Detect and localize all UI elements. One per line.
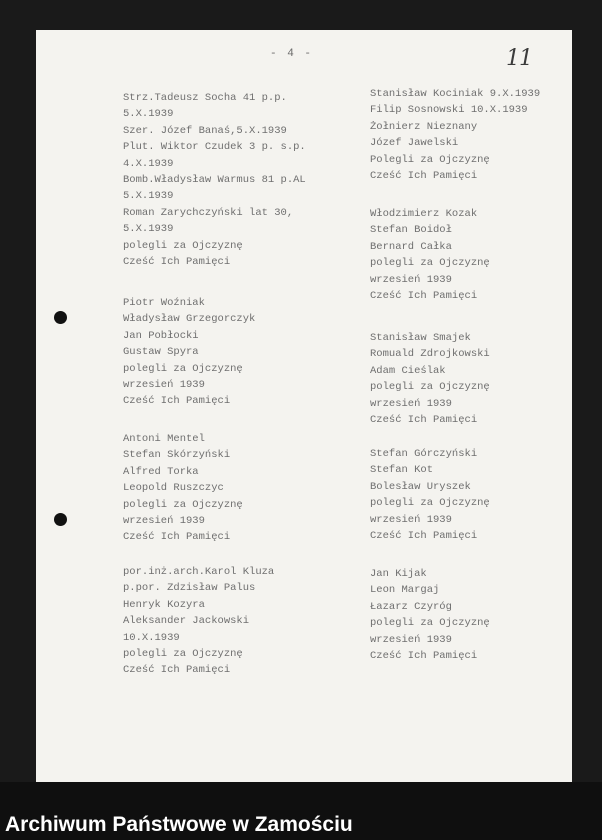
text-line: Jan Pobłocki	[123, 329, 199, 342]
text-line: 5.X.1939	[123, 108, 174, 121]
page-number: - 4 -	[270, 48, 314, 60]
punch-hole-top	[54, 311, 67, 324]
text-line: Cześć Ich Pamięci	[370, 529, 478, 542]
text-line: Aleksander Jackowski	[123, 615, 250, 628]
text-line: Henryk Kozyra	[123, 598, 205, 611]
right-column	[370, 86, 565, 686]
text-line: polegli za Ojczyznę	[123, 362, 243, 375]
text-line: Cześć Ich Pamięci	[370, 169, 478, 182]
text-line: Cześć Ich Pamięci	[370, 649, 478, 662]
text-line: 10.X.1939	[123, 631, 180, 644]
text-line: Cześć Ich Pamięci	[123, 664, 231, 677]
text-line: Józef Jawelski	[370, 137, 459, 150]
text-line: Szer. Józef Banaś,5.X.1939	[123, 124, 287, 137]
text-line: Romuald Zdrojkowski	[370, 348, 490, 361]
text-line: Leopold Ruszczyc	[123, 482, 224, 495]
text-line: Adam Cieślak	[370, 364, 446, 377]
text-line: 4.X.1939	[123, 157, 174, 170]
text-line: wrzesień 1939	[370, 397, 452, 410]
text-line: Alfred Torka	[123, 465, 199, 478]
text-line: Filip Sosnowski 10.X.1939	[370, 104, 528, 117]
entry-block	[370, 446, 490, 544]
text-line: Strz.Tadeusz Socha 41 p.p.	[123, 92, 287, 104]
text-line: Cześć Ich Pamięci	[123, 395, 231, 408]
text-line: polegli za Ojczyznę	[370, 617, 490, 630]
text-line: polegli za Ojczyznę	[123, 239, 243, 252]
text-line: wrzesień 1939	[370, 633, 452, 646]
text-line: 5.X.1939	[123, 223, 174, 236]
text-line: Stanisław Smajek	[370, 332, 471, 344]
text-line: por.inż.arch.Karol Kluza	[123, 566, 275, 578]
text-line: wrzesień 1939	[370, 273, 452, 286]
text-line: p.por. Zdzisław Palus	[123, 582, 256, 595]
archive-name: Archiwum Państwowe w Zamościu	[5, 813, 353, 836]
entry-block	[370, 86, 540, 184]
text-line: Antoni Mentel	[123, 433, 205, 445]
entry-block	[123, 431, 243, 546]
text-line: polegli za Ojczyznę	[370, 497, 490, 510]
text-line: polegli za Ojczyznę	[370, 257, 490, 270]
entry-block	[123, 295, 255, 410]
text-line: Stefan Skórzyński	[123, 449, 231, 462]
text-line: 5.X.1939	[123, 190, 174, 203]
punch-hole-bottom	[54, 513, 67, 526]
text-line: Gustaw Spyra	[123, 346, 199, 359]
text-line: Cześć Ich Pamięci	[370, 289, 478, 302]
text-line: Bomb.Władysław Warmus 81 p.AL	[123, 173, 306, 186]
text-line: Roman Zarychczyński lat 30,	[123, 206, 294, 219]
text-line: Bolesław Uryszek	[370, 480, 471, 493]
text-line: Żołnierz Nieznany	[370, 120, 478, 133]
text-line: Stefan Kot	[370, 464, 434, 477]
text-line: Cześć Ich Pamięci	[123, 531, 231, 544]
text-line: Cześć Ich Pamięci	[370, 413, 478, 426]
text-line: Piotr Woźniak	[123, 297, 205, 309]
text-line: Władysław Grzegorczyk	[123, 313, 256, 326]
entry-block	[123, 564, 274, 679]
text-line: Plut. Wiktor Czudek 3 p. s.p.	[123, 141, 306, 154]
entry-block	[370, 206, 490, 304]
entry-block	[123, 90, 306, 270]
text-line: Bernard Całka	[370, 240, 452, 253]
entry-block	[370, 330, 490, 428]
text-line: wrzesień 1939	[123, 514, 205, 527]
text-line: wrzesień 1939	[123, 378, 205, 391]
text-line: polegli za Ojczyznę	[123, 498, 243, 511]
text-line: Włodzimierz Kozak	[370, 208, 478, 220]
left-column	[123, 90, 353, 690]
text-line: polegli za Ojczyznę	[370, 381, 490, 394]
text-line: Cześć Ich Pamięci	[123, 255, 231, 268]
text-line: Stefan Boidoł	[370, 224, 452, 237]
text-line: Polegli za Ojczyznę	[370, 153, 490, 166]
text-line: Stefan Górczyński	[370, 448, 478, 460]
entry-block	[370, 566, 490, 664]
text-line: Stanisław Kociniak 9.X.1939	[370, 88, 541, 100]
handwritten-page-number: 11	[506, 46, 532, 71]
text-line: Jan Kijak	[370, 568, 427, 580]
text-line: polegli za Ojczyznę	[123, 647, 243, 660]
text-line: wrzesień 1939	[370, 513, 452, 526]
text-line: Łazarz Czyróg	[370, 600, 452, 613]
text-line: Leon Margaj	[370, 584, 440, 597]
